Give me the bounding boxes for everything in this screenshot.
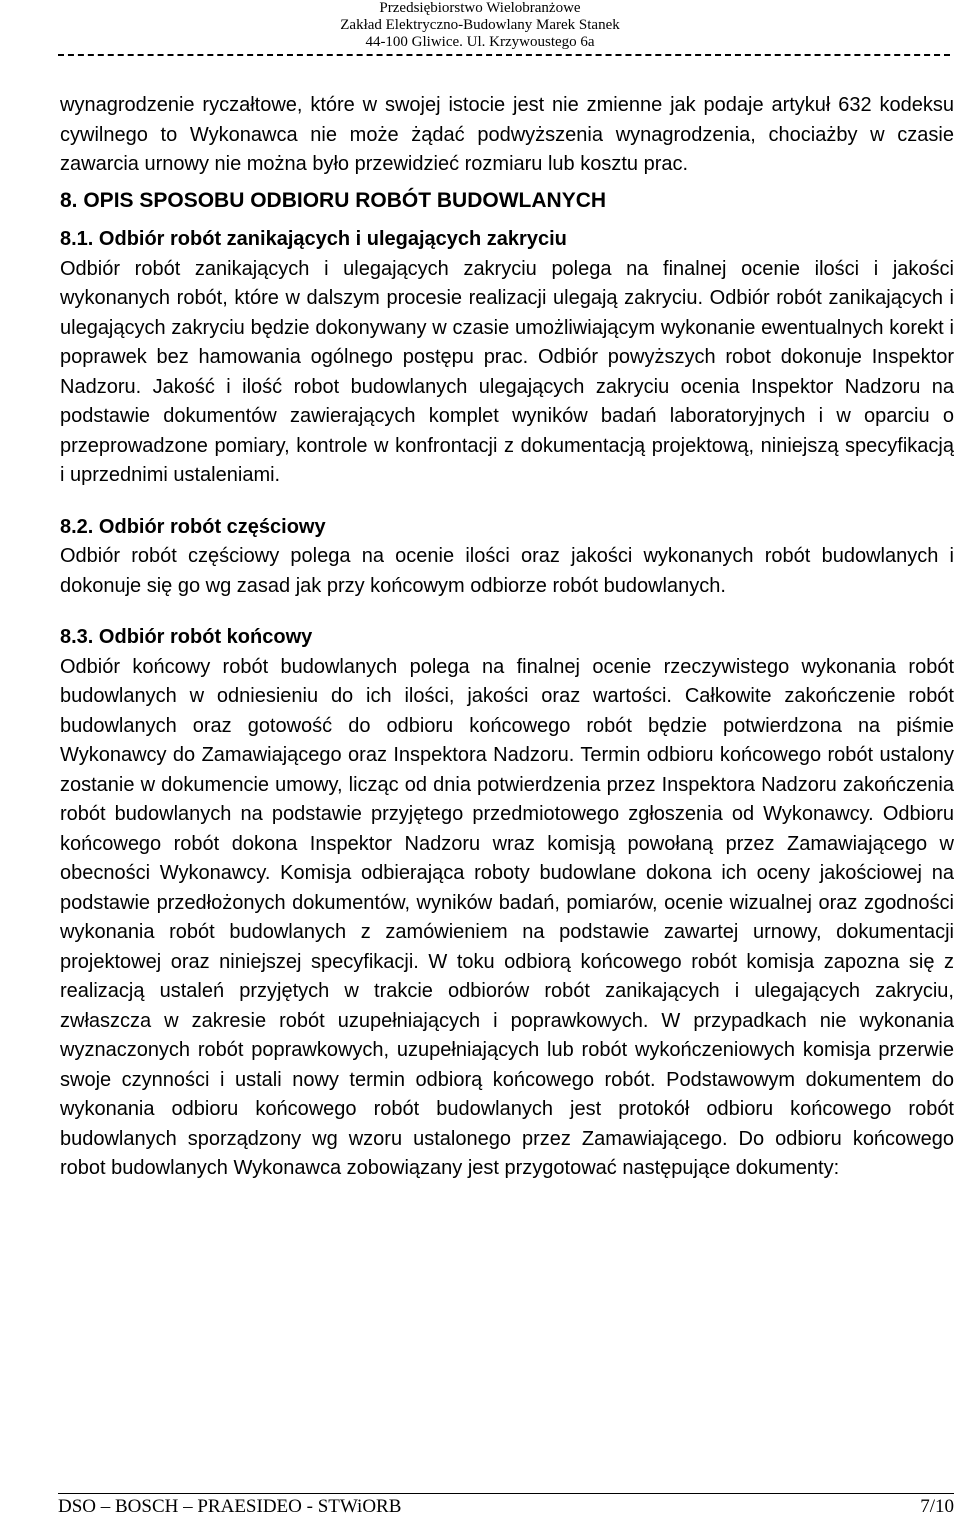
subsection-8-1-heading: 8.1. Odbiór robót zanikających i ulegających zakryciu [60, 228, 567, 250]
page-footer [58, 1493, 954, 1516]
letterhead [0, 0, 960, 51]
subsection-8-1-text: Odbiór robót zanikających i ulegających zakryciu polega na finalnej ocenie ilości i jakości wykonanych robót, które w dalszym procesie realizacji ulegają zakryciu. Odbiór robót zanikających i ulegających zakryciu będzie dokonywany w czasie umożliwiającym wykonanie ewentualnych korekt i poprawek bez hamowania ogólnego postępu prac. Odbiór powyższych robot dokonuje Inspektor Nadzoru. Jakość i ilość robot budowlanych ulegających zakryciu ocenia Inspektor Nadzoru na podstawie dokumentów zawierających komplet wyników badań laboratoryjnych i w oparciu o przeprowadzone pomiary, kontrole w konfrontacji z dokumentacją projektową, niniejszą specyfikacją i uprzednimi ustaleniami. [60, 257, 954, 486]
company-subtitle: Zakład Elektryczno-Budowlany Marek Stanek [340, 17, 620, 33]
subsection-8-2-text: Odbiór robót częściowy polega na ocenie ilości oraz jakości wykonanych robót budowlanych i dokonuje się go wg zasad jak przy końcowym odbiorze robót budowlanych. [60, 545, 954, 597]
document-body [60, 91, 954, 1184]
header-divider [58, 54, 950, 56]
page-number: 7/10 [920, 1496, 954, 1517]
footer-document-title: DSO – BOSCH – PRAESIDEO - STWiORB [58, 1496, 402, 1517]
subsection-8-2-heading: 8.2. Odbiór robót częściowy [60, 515, 326, 538]
section-heading: 8. OPIS SPOSOBU ODBIORU ROBÓT BUDOWLANYCH [60, 188, 607, 212]
subsection-8-3-text: Odbiór końcowy robót budowlanych polega na finalnej ocenie rzeczywistego wykonania robót budowlanych w odniesieniu do ich ilości, jakości oraz wartości. Całkowite zakończenie robót budowlanych oraz gotowość do odbioru końcowego robót będzie potwierdzona na piśmie Wykonawcy do Zamawiającego oraz Inspektora Nadzoru. Termin odbioru końcowego robót ustalony zostanie w dokumencie umowy, licząc od dnia potwierdzenia przez Inspektora Nadzoru zakończenia robót budowlanych na podstawie przyjętego przedmiotowego zgłoszenia od Wykonawcy. Odbioru końcowego robót dokona Inspektor Nadzoru wraz komisją powołaną przez Zamawiającego w obecności Wykonawcy. Komisja odbierająca roboty budowlane dokona ich oceny jakościowej na podstawie przedłożonych dokumentów, wyników badań, pomiarów, ocenie wizualnej oraz zgodności wykonania robót budowlanych z zamówieniem na podstawie zawartej urnowy, dokumentacji projektowej oraz niniejszej specyfikacji. W toku odbiorą końcowego robót komisja zapozna się z realizacją ustaleń przyjętych w trakcie odbiorów robót zanikających i ulegających zakryciu, zwłaszcza w zakresie robót uzupełniających i poprawkowych. W przypadkach nie wykonania wyznaczonych robót poprawkowych, uzupełniających lub robót wykończeniowych komisja przerwie swoje czynności i ustali nowy termin odbiorą końcowego robót. Podstawowym dokumentem do wykonania odbioru końcowego robót budowlanych jest protokół odbioru końcowego robót budowlanych sporządzony wg wzoru ustalonego przez Zamawiającego. Do odbioru końcowego robot budowlanych Wykonawca zobowiązany jest przygotować następujące dokumenty: [60, 655, 954, 1179]
subsection-8-3-heading: 8.3. Odbiór robót końcowy [60, 626, 313, 648]
company-name: Przedsiębiorstwo Wielobranżowe [379, 0, 581, 16]
intro-paragraph: wynagrodzenie ryczałtowe, które w swojej istocie jest nie zmienne jak podaje artykuł 632 kodeksu cywilnego to Wykonawca nie może żądać podwyższenia wynagrodzenia, chociażby w czasie zawarcia urnowy nie można było przewidzieć rozmiaru lub kosztu prac. [60, 94, 954, 175]
company-address: 44-100 Gliwice. Ul. Krzywoustego 6a [365, 34, 595, 50]
